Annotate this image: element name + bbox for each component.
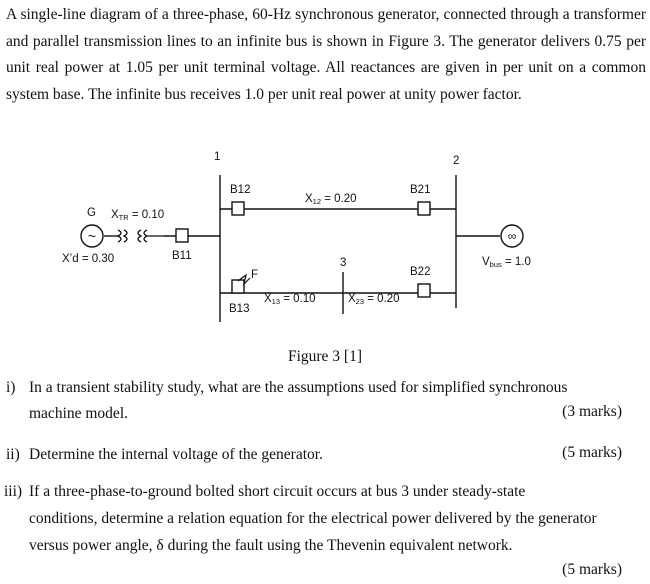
- breaker-b22: [418, 284, 430, 297]
- node-3-label: 3: [340, 257, 347, 269]
- question-iii-marks: (5 marks): [562, 561, 622, 578]
- b13-label: B13: [229, 303, 250, 315]
- x12-label: X12 = 0.20: [305, 193, 357, 206]
- x13-label: X13 = 0.10: [264, 293, 316, 306]
- question-iii-number: iii): [4, 483, 23, 500]
- b21-label: B21: [410, 184, 431, 196]
- gen-label: G: [87, 207, 96, 219]
- node-1-label: 1: [214, 151, 221, 163]
- fault-label: F: [251, 269, 259, 281]
- figure-caption: Figure 3 [1]: [287, 348, 363, 365]
- question-i-marks: (3 marks): [562, 403, 622, 420]
- transformer-icon: [118, 230, 164, 242]
- breaker-b13: [232, 280, 244, 293]
- x23-label: X23 = 0.20: [348, 293, 400, 306]
- xd-label: X’d = 0.30: [62, 253, 115, 265]
- vbus-label: Vbus = 1.0: [482, 256, 531, 269]
- question-ii-number: ii): [6, 446, 20, 463]
- question-iii-text-2: conditions, determine a relation equation for the electrical power delivered by the generator: [29, 510, 597, 527]
- node-2-label: 2: [453, 155, 460, 167]
- question-i-number: i): [6, 379, 16, 396]
- generator-symbol: ~: [87, 228, 97, 244]
- xtr-label: XTR = 0.10: [111, 209, 165, 222]
- breaker-b11: [176, 229, 188, 242]
- problem-statement: A single-line diagram of a three-phase, 60-Hz synchronous generator, connected through a transformer and parallel transmission lines to an infinite bus is shown in Figure 3. The generator delivers 0.75 per unit real power at 1.05 per unit terminal voltage. All reactances are given in per unit on a common system base. The infinite bus receives 1.0 per unit real power at unity power factor.: [6, 6, 646, 103]
- question-iii-text-1: If a three-phase-to-ground bolted short circuit occurs at bus 3 under steady-state: [29, 483, 526, 500]
- breaker-b12: [232, 202, 244, 215]
- b12-label: B12: [230, 184, 251, 196]
- question-i-text-1: In a transient stability study, what are the assumptions used for simplified synchronous: [29, 379, 568, 396]
- b22-label: B22: [410, 266, 431, 278]
- question-i-text-2: machine model.: [29, 405, 128, 422]
- infinite-symbol: ∞: [507, 229, 517, 243]
- question-ii-marks: (5 marks): [562, 444, 622, 461]
- b11-label: B11: [172, 250, 192, 262]
- question-iii-text-3: versus power angle, δ during the fault using the Thevenin equivalent network.: [29, 537, 513, 554]
- breaker-b21: [418, 202, 430, 215]
- question-ii-text: Determine the internal voltage of the generator.: [29, 446, 323, 463]
